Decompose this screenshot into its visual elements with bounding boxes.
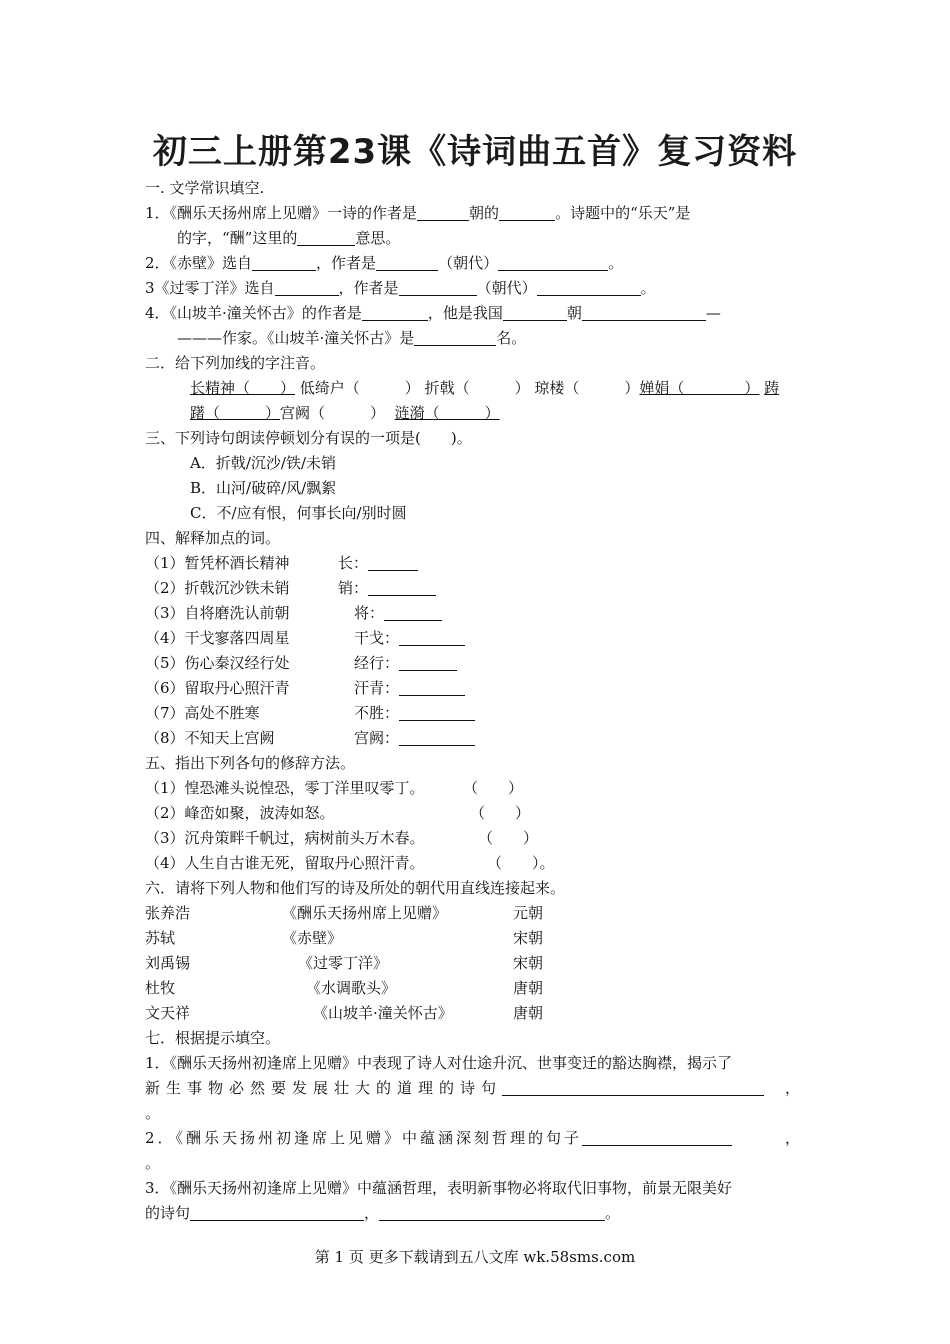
s4-item: （4）干戈寥落四周星 干戈： (145, 626, 810, 651)
blank[interactable] (399, 628, 465, 646)
s7-q1-line1: 1．《酬乐天扬州初逢席上见赠》中表现了诗人对仕途升沉、世事变迁的豁达胸襟，揭示了 (145, 1054, 733, 1072)
s5-item: （4）人生自古谁无死，留取丹心照汗青。 （ ）。 (145, 854, 555, 872)
s6-row: 刘禹锡 《过零丁洋》 宋朝 (145, 954, 544, 972)
blank[interactable] (384, 603, 442, 621)
blank[interactable] (498, 253, 608, 271)
s4-item: （2）折戟沉沙铁未销 销： (145, 576, 810, 601)
s4-item: （3）自将磨洗认前朝 将： (145, 601, 810, 626)
s6-row: 杜牧 《水调歌头》 唐朝 (145, 979, 544, 997)
blank[interactable] (399, 653, 457, 671)
blank[interactable] (399, 728, 475, 746)
section-7-heading: 七．根据提示填空。 (145, 1029, 281, 1047)
s7-q3-line2: 的诗句 ， 。 (145, 1204, 621, 1222)
blank[interactable] (376, 253, 438, 271)
s1-q1-line1: 1．《酬乐天扬州席上见赠》一诗的作者是 朝的 。诗题中的“乐天”是 (145, 204, 691, 222)
section-5-heading: 五、指出下列各句的修辞方法。 (145, 754, 356, 772)
s1-q4-line1: 4．《山坡羊·潼关怀古》的作者是 ，他是我国 朝 — (145, 304, 721, 322)
s6-row: 苏轼 《赤壁》 宋朝 (145, 929, 544, 947)
s3-option-c: C．不/应有恨，何事长向/别时圆 (190, 504, 407, 522)
blank[interactable] (252, 253, 316, 271)
blank[interactable] (379, 1203, 605, 1221)
blank[interactable] (275, 278, 339, 296)
blank[interactable] (582, 303, 706, 321)
s3-option-a: A．折戟/沉沙/铁/未销 (190, 454, 336, 472)
blank[interactable] (502, 1078, 764, 1096)
s5-item: （1）惶恐滩头说惶恐，零丁洋里叹零丁。 （ ） (145, 779, 524, 797)
s2-row2: 躇（ ）宫阙（ ） 涟漪（ ） (190, 404, 500, 422)
section-3-heading: 三、下列诗句朗读停顿划分有误的一项是( )。 (145, 429, 472, 447)
s7-q2-line1: 2．《酬乐天扬州初逢席上见赠》中蕴涵深刻哲理的句子 ， (145, 1129, 800, 1147)
s5-item: （3）沉舟策畔千帆过，病树前头万木春。 （ ） (145, 829, 539, 847)
blank[interactable] (414, 328, 496, 346)
s7-q1-line3: 。 (145, 1104, 161, 1122)
s4-item: （5）伤心秦汉经行处 经行： (145, 651, 810, 676)
blank[interactable] (537, 278, 641, 296)
s1-q2: 2．《赤壁》选自 ，作者是 （朝代） 。 (145, 254, 624, 272)
s7-q2-line2: 。 (145, 1154, 161, 1172)
section-2-heading: 二．给下列加线的字注音。 (145, 354, 326, 372)
s5-item: （2）峰峦如聚，波涛如怒。 （ ） (145, 804, 531, 822)
page-title: 初三上册第23课《诗词曲五首》复习资料 (152, 132, 798, 172)
blank[interactable] (503, 303, 567, 321)
s1-q1-line2: 的字，“酬”这里的 意思。 (177, 229, 401, 247)
blank[interactable] (297, 228, 355, 246)
s1-q3: 3《过零丁洋》选自 ，作者是 （朝代） 。 (145, 279, 656, 297)
s4-item: （8）不知天上宫阙 宫阙： (145, 726, 810, 751)
blank[interactable] (368, 553, 418, 571)
section-6-heading: 六．请将下列人物和他们写的诗及所处的朝代用直线连接起来。 (145, 879, 566, 897)
blank[interactable] (190, 1203, 364, 1221)
s4-item: （1）暂凭杯酒长精神 长： (145, 551, 810, 576)
s3-option-b: B．山河/破碎/风/飘絮 (190, 479, 337, 497)
s7-q1-line2: 新生事物必然要发展壮大的道理的诗句 ， (145, 1079, 800, 1097)
blank[interactable] (582, 1128, 732, 1146)
page-footer: 第 1 页 更多下载请到五八文库 wk.58sms.com (314, 1248, 636, 1266)
section-4-heading: 四、解释加点的词。 (145, 529, 281, 547)
blank[interactable] (399, 278, 477, 296)
s2-row1: 长精神（ ） 低绮户（ ） 折戟（ ） 琼楼（ ）婵娟（ ） 踌 (190, 379, 780, 397)
s7-q3-line1: 3．《酬乐天扬州初逢席上见赠》中蕴涵哲理，表明新事物必将取代旧事物，前景无限美好 (145, 1179, 733, 1197)
s6-row: 文天祥 《山坡羊·潼关怀古》 唐朝 (145, 1004, 544, 1022)
s1-q4-line2: ———作家。《山坡羊·潼关怀古》是 名。 (177, 329, 527, 347)
blank[interactable] (417, 203, 469, 221)
blank[interactable] (499, 203, 555, 221)
s4-item: （7）高处不胜寒 不胜： (145, 701, 810, 726)
s6-row: 张养浩 《酬乐天扬州席上见赠》 元朝 (145, 904, 544, 922)
content-body (145, 176, 810, 1226)
section-1-heading: 一. 文学常识填空. (145, 179, 265, 197)
blank[interactable] (399, 678, 465, 696)
blank[interactable] (399, 703, 475, 721)
s4-item: （6）留取丹心照汗青 汗青： (145, 676, 810, 701)
blank[interactable] (362, 303, 428, 321)
blank[interactable] (368, 578, 436, 596)
